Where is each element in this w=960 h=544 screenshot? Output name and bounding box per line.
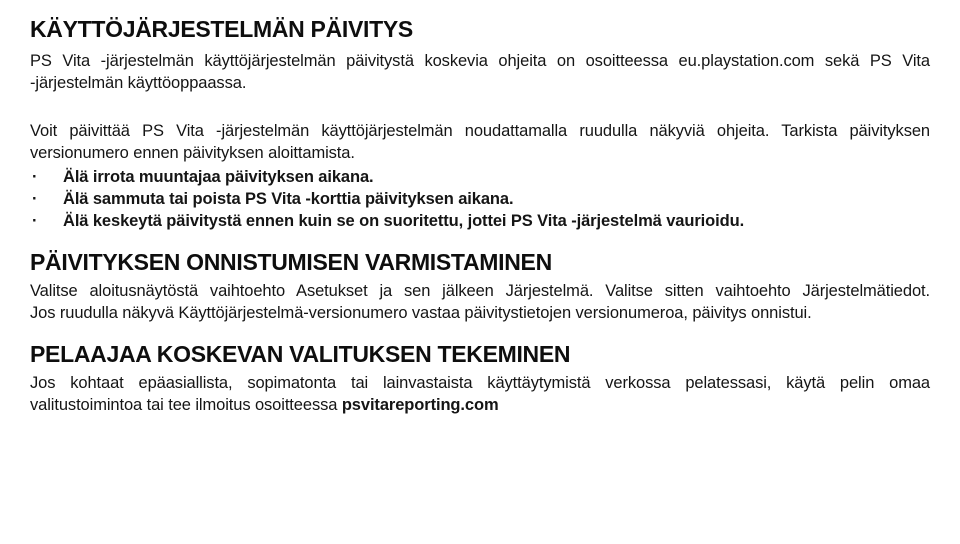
bullet-marker-icon: · [32,168,38,186]
section-heading-player-complaint: PELAAJAA KOSKEVAN VALITUKSEN TEKEMINEN [30,341,571,367]
paragraph-line: Jos ruudulla näkyvä Käyttöjärjestelmä-versionumero vastaa päivitystietojen versionumeroa, päivitys onnistui. [30,304,812,322]
warning-text: Älä keskeytä päivitystä ennen kuin se on suoritettu, jottei PS Vita -järjestelmä vaurioidu. [63,212,745,230]
paragraph-line [30,394,930,416]
paragraph-verification [30,280,930,324]
section-player-complaint [30,340,930,416]
paragraph-line: PS Vita -järjestelmän käyttöjärjestelmän päivitystä koskevia ohjeita on osoitteessa eu.playstation.com sekä PS Vita [30,52,930,70]
list-item [30,210,930,232]
section-update-verification [30,248,930,324]
paragraph-line: -järjestelmän käyttöoppaassa. [30,74,247,92]
paragraph-update-info [30,50,930,94]
paragraph-line: Valitse aloitusnäytöstä vaihtoehto Asetukset ja sen jälkeen Järjestelmä. Valitse sitten vaihtoehto Järjestelmätiedot. [30,282,930,300]
warning-list [30,166,930,232]
warning-text: Älä irrota muuntajaa päivityksen aikana. [63,168,374,186]
paragraph-complaint [30,372,930,416]
bullet-marker-icon: · [32,212,38,230]
report-site-text: psvitareporting.com [341,396,499,414]
paragraph-line: Jos kohtaat epäasiallista, sopimatonta tai lainvastaista käyttäytymistä verkossa pelatessasi, käytä pelin omaa [30,374,930,392]
bullet-marker-icon: · [32,190,38,208]
warning-text: Älä sammuta tai poista PS Vita -korttia päivityksen aikana. [63,190,514,208]
section-system-update [30,14,930,232]
paragraph-line: versionumero ennen päivityksen aloittamista. [30,144,355,162]
section-heading-system-update: KÄYTTÖJÄRJESTELMÄN PÄIVITYS [30,16,413,42]
section-heading-update-verification: PÄIVITYKSEN ONNISTUMISEN VARMISTAMINEN [30,249,552,275]
paragraph-line: Voit päivittää PS Vita -järjestelmän käyttöjärjestelmän noudattamalla ruudulla näkyviä ohjeita. Tarkista päivityksen [30,122,930,140]
list-item [30,166,930,188]
list-item [30,188,930,210]
complaint-text: valitustoimintoa tai tee ilmoitus osoitteessa [30,396,342,414]
paragraph-update-howto [30,120,930,164]
